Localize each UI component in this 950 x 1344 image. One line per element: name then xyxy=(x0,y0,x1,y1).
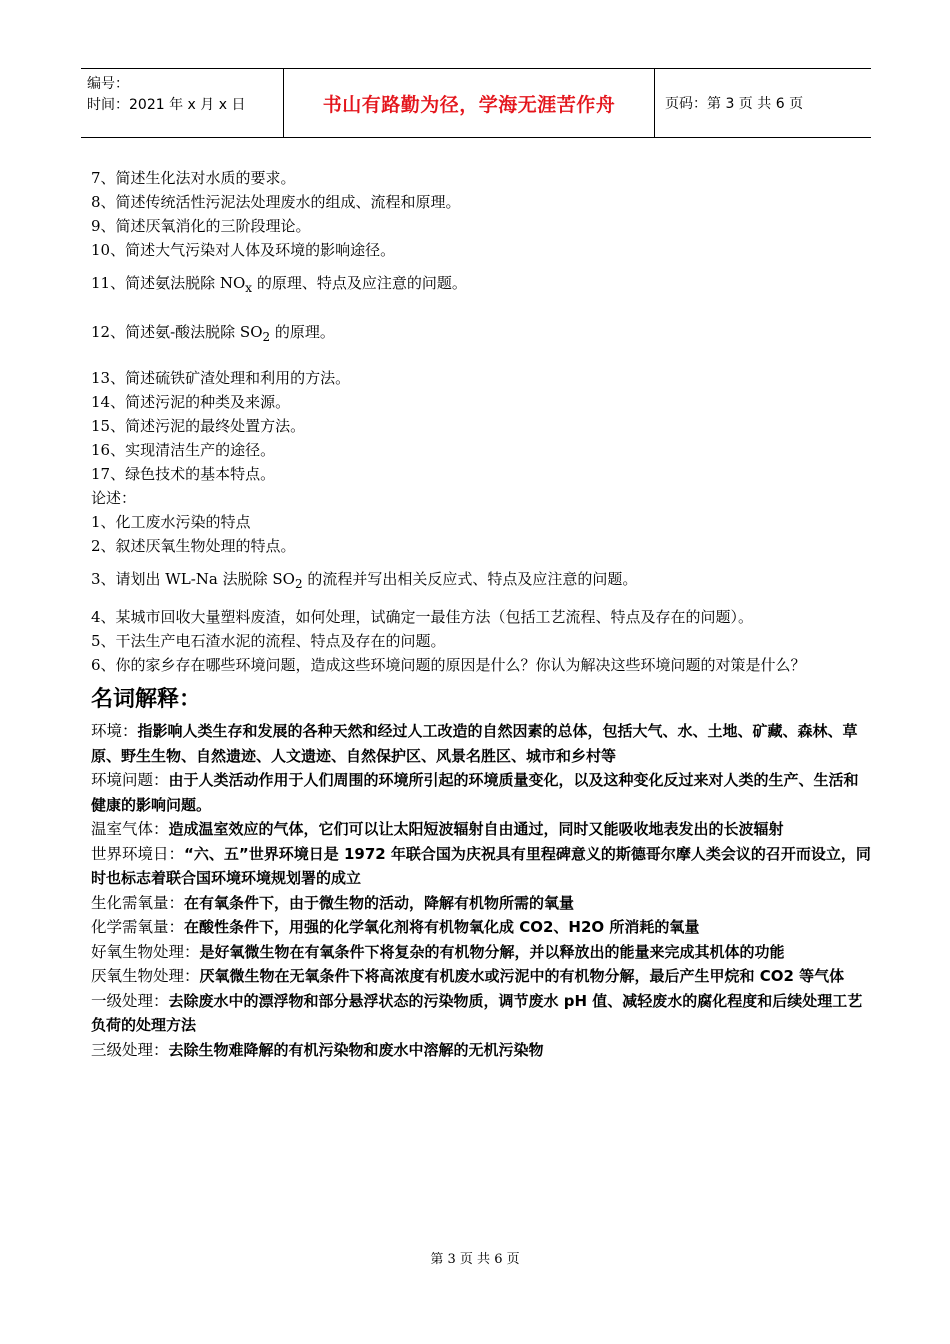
glossary-term: 世界环境日： xyxy=(91,844,185,863)
glossary-definition: 厌氧微生物在无氧条件下将高浓度有机废水或污泥中的有机物分解，最后产生甲烷和 CO2 等气体 xyxy=(199,967,845,985)
glossary-entry xyxy=(91,989,871,1038)
glossary-entry xyxy=(91,768,871,817)
glossary-definition: 在酸性条件下，用强的化学氧化剂将有机物氧化成 CO2、H2O 所消耗的氧量 xyxy=(184,918,700,936)
question-item: 12、简述氨-酸法脱除 $SO_2$ 的原理。 xyxy=(91,323,335,344)
essay-item: 2、叙述厌氧生物处理的特点。 xyxy=(91,537,296,555)
date-label: 时间：2021 年 x 月 x 日 xyxy=(87,97,246,113)
glossary-term: 厌氧生物处理： xyxy=(91,967,200,985)
glossary-term: 环境： xyxy=(91,722,138,740)
glossary-term: 环境问题： xyxy=(91,771,169,789)
glossary-entry xyxy=(91,964,871,989)
glossary-entry xyxy=(91,940,871,965)
glossary-definition: “六、五”世界环境日是 1972 年联合国为庆祝具有里程碑意义的斯德哥尔摩人类会议的召开而设立，同时也标志着联合国环境环境规划署的成立 xyxy=(91,844,871,887)
question-item: 14、简述污泥的种类及来源。 xyxy=(91,393,291,411)
glossary-term: 温室气体： xyxy=(91,820,169,838)
glossary-term: 化学需氧量： xyxy=(91,918,185,936)
essay-item: 5、干法生产电石渣水泥的流程、特点及存在的问题。 xyxy=(91,632,446,650)
glossary-definition: 由于人类活动作用于人们周围的环境所引起的环境质量变化，以及这种变化反过来对人类的生产、生活和健康的影响问题。 xyxy=(91,771,859,814)
glossary-entry xyxy=(91,817,871,842)
glossary-entry xyxy=(91,891,871,916)
header-meta xyxy=(81,69,283,137)
glossary-term: 一级处理： xyxy=(91,991,169,1010)
glossary-title: 名词解释： xyxy=(91,687,202,712)
question-item: 8、简述传统活性污泥法处理废水的组成、流程和原理。 xyxy=(91,193,461,211)
glossary-definition: 在有氧条件下，由于微生物的活动，降解有机物所需的氧量 xyxy=(184,893,575,912)
document-body xyxy=(91,166,871,1062)
glossary-definition: 去除生物难降解的有机污染物和废水中溶解的无机污染物 xyxy=(168,1040,544,1059)
essay-item: 1、化工废水污染的特点 xyxy=(91,513,251,531)
essay-item: 6、你的家乡存在哪些环境问题，造成这些环境问题的原因是什么？你认为解决这些环境问题的对策是什么？ xyxy=(91,656,806,674)
question-item: 16、实现清洁生产的途径。 xyxy=(91,441,276,459)
question-item: 9、简述厌氧消化的三阶段理论。 xyxy=(91,217,311,235)
question-item: 15、简述污泥的最终处置方法。 xyxy=(91,417,306,435)
glossary-entry xyxy=(91,842,871,891)
glossary-entry xyxy=(91,719,871,768)
header-page-number: 页码：第 3 页 共 6 页 xyxy=(665,96,804,112)
question-item: 17、绿色技术的基本特点。 xyxy=(91,465,276,483)
question-item: 7、简述生化法对水质的要求。 xyxy=(91,169,296,187)
question-item: 13、简述硫铁矿渣处理和利用的方法。 xyxy=(91,369,351,387)
glossary-term: 三级处理： xyxy=(91,1040,169,1059)
glossary-definition: 是好氧微生物在有氧条件下将复杂的有机物分解，并以释放出的能量来完成其机体的功能 xyxy=(199,942,785,961)
question-item: 11、简述氨法脱除 $NO_x$ 的原理、特点及应注意的问题。 xyxy=(91,274,467,295)
question-item: 10、简述大气污染对人体及环境的影响途径。 xyxy=(91,241,396,259)
essay-item: 4、某城市回收大量塑料废渣，如何处理，试确定一最佳方法（包括工艺流程、特点及存在的问题）。 xyxy=(91,608,754,626)
code-label: 编号： xyxy=(87,76,129,92)
glossary-term: 好氧生物处理： xyxy=(91,942,200,961)
essay-heading: 论述： xyxy=(91,489,137,507)
glossary-entry xyxy=(91,1038,871,1063)
header-motto: 书山有路勤为径，学海无涯苦作舟 xyxy=(283,69,655,137)
glossary-definition: 指影响人类生存和发展的各种天然和经过人工改造的自然因素的总体，包括大气、水、土地、矿藏、森林、草原、野生生物、自然遗迹、人文遗迹、自然保护区、风景名胜区、城市和乡村等 xyxy=(91,722,858,765)
essay-item: 3、请划出 WL-Na 法脱除 $SO_2$ 的流程并写出相关反应式、特点及应注意的问题。 xyxy=(91,570,638,591)
page-header xyxy=(81,68,871,138)
page-footer: 第 3 页 共 6 页 xyxy=(430,1252,520,1267)
glossary-definition: 去除废水中的漂浮物和部分悬浮状态的污染物质，调节废水 pH 值、减轻废水的腐化程度和后续处理工艺负荷的处理方法 xyxy=(91,991,863,1034)
glossary-definition: 造成温室效应的气体，它们可以让太阳短波辐射自由通过，同时又能吸收地表发出的长波辐射 xyxy=(168,820,784,838)
glossary-entry xyxy=(91,915,871,940)
glossary-term: 生化需氧量： xyxy=(91,893,185,912)
